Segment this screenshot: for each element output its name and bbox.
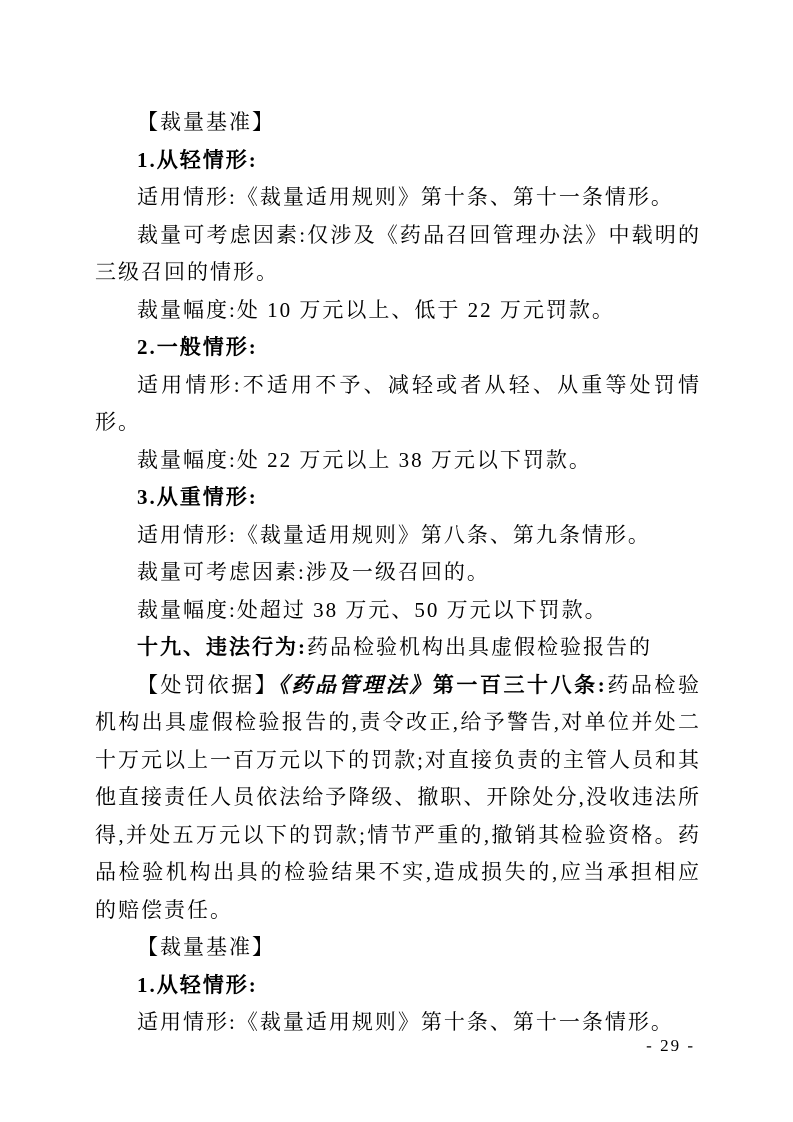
text-run: 药品检验机构出具虚假检验报告的 [307, 635, 652, 659]
text-run: 裁量可考虑因素:涉及一级召回的。 [137, 560, 490, 584]
text-run: 《药品管理法》 [278, 672, 433, 697]
text-run: 十九、违法行为: [137, 635, 307, 659]
paragraph [95, 367, 701, 442]
text-run: 【裁量基准】 [137, 110, 275, 134]
text-run: 裁量幅度:处 22 万元以上 38 万元以下罚款。 [137, 447, 592, 472]
text-run: 适用情形:《裁量适用规则》第八条、第九条情形。 [137, 522, 651, 547]
paragraph [95, 292, 701, 330]
paragraph [95, 517, 701, 555]
text-run: 裁量幅度:处超过 38 万元、50 万元以下罚款。 [137, 597, 608, 622]
text-run: 适用情形:《裁量适用规则》第十条、第十一条情形。 [137, 1010, 674, 1034]
text-run: 【裁量基准】 [137, 935, 275, 959]
paragraph [95, 479, 701, 517]
paragraph [95, 1004, 701, 1042]
text-run: 裁量可考虑因素:仅涉及《药品召回管理办法》中载明的三级召回的情形。 [95, 222, 701, 284]
paragraph [95, 592, 701, 630]
paragraph [95, 104, 701, 142]
paragraph [95, 179, 701, 217]
paragraph [95, 929, 701, 967]
paragraph [95, 329, 701, 367]
paragraph [95, 217, 701, 292]
text-run: 1.从轻情形: [137, 147, 258, 172]
text-run: 【处罚依据】 [137, 672, 279, 697]
paragraph [95, 442, 701, 480]
paragraph [95, 967, 701, 1005]
paragraph [95, 554, 701, 592]
text-run: 药品检验机构出具虚假检验报告的,责令改正,给予警告,对单位并处二十万元以上一百万元以下的罚款;对直接负责的主管人员和其他直接责任人员依法给予降级、撤职、开除处分,没收违法所得,并处五万元以下的罚款;情节严重的,撤销其检验资格。药品检验机构出具的检验结果不实,造成损失的,应当承担相应的赔偿责任。 [95, 672, 701, 922]
text-run: 1.从轻情形: [137, 972, 258, 997]
document-body [95, 104, 701, 1042]
text-run: 裁量幅度:处 10 万元以上、低于 22 万元罚款。 [137, 297, 615, 322]
paragraph [95, 667, 701, 930]
page-footer [646, 1036, 695, 1056]
text-run: 适用情形:《裁量适用规则》第十条、第十一条情形。 [137, 185, 674, 209]
paragraph [95, 629, 701, 667]
text-run: 第一百三十八条: [432, 672, 607, 697]
page-number: - 29 - [646, 1036, 695, 1055]
text-run: 3.从重情形: [137, 485, 258, 509]
text-run: 适用情形:不适用不予、减轻或者从轻、从重等处罚情形。 [95, 372, 701, 434]
text-run: 2.一般情形: [137, 335, 258, 359]
paragraph [95, 142, 701, 180]
